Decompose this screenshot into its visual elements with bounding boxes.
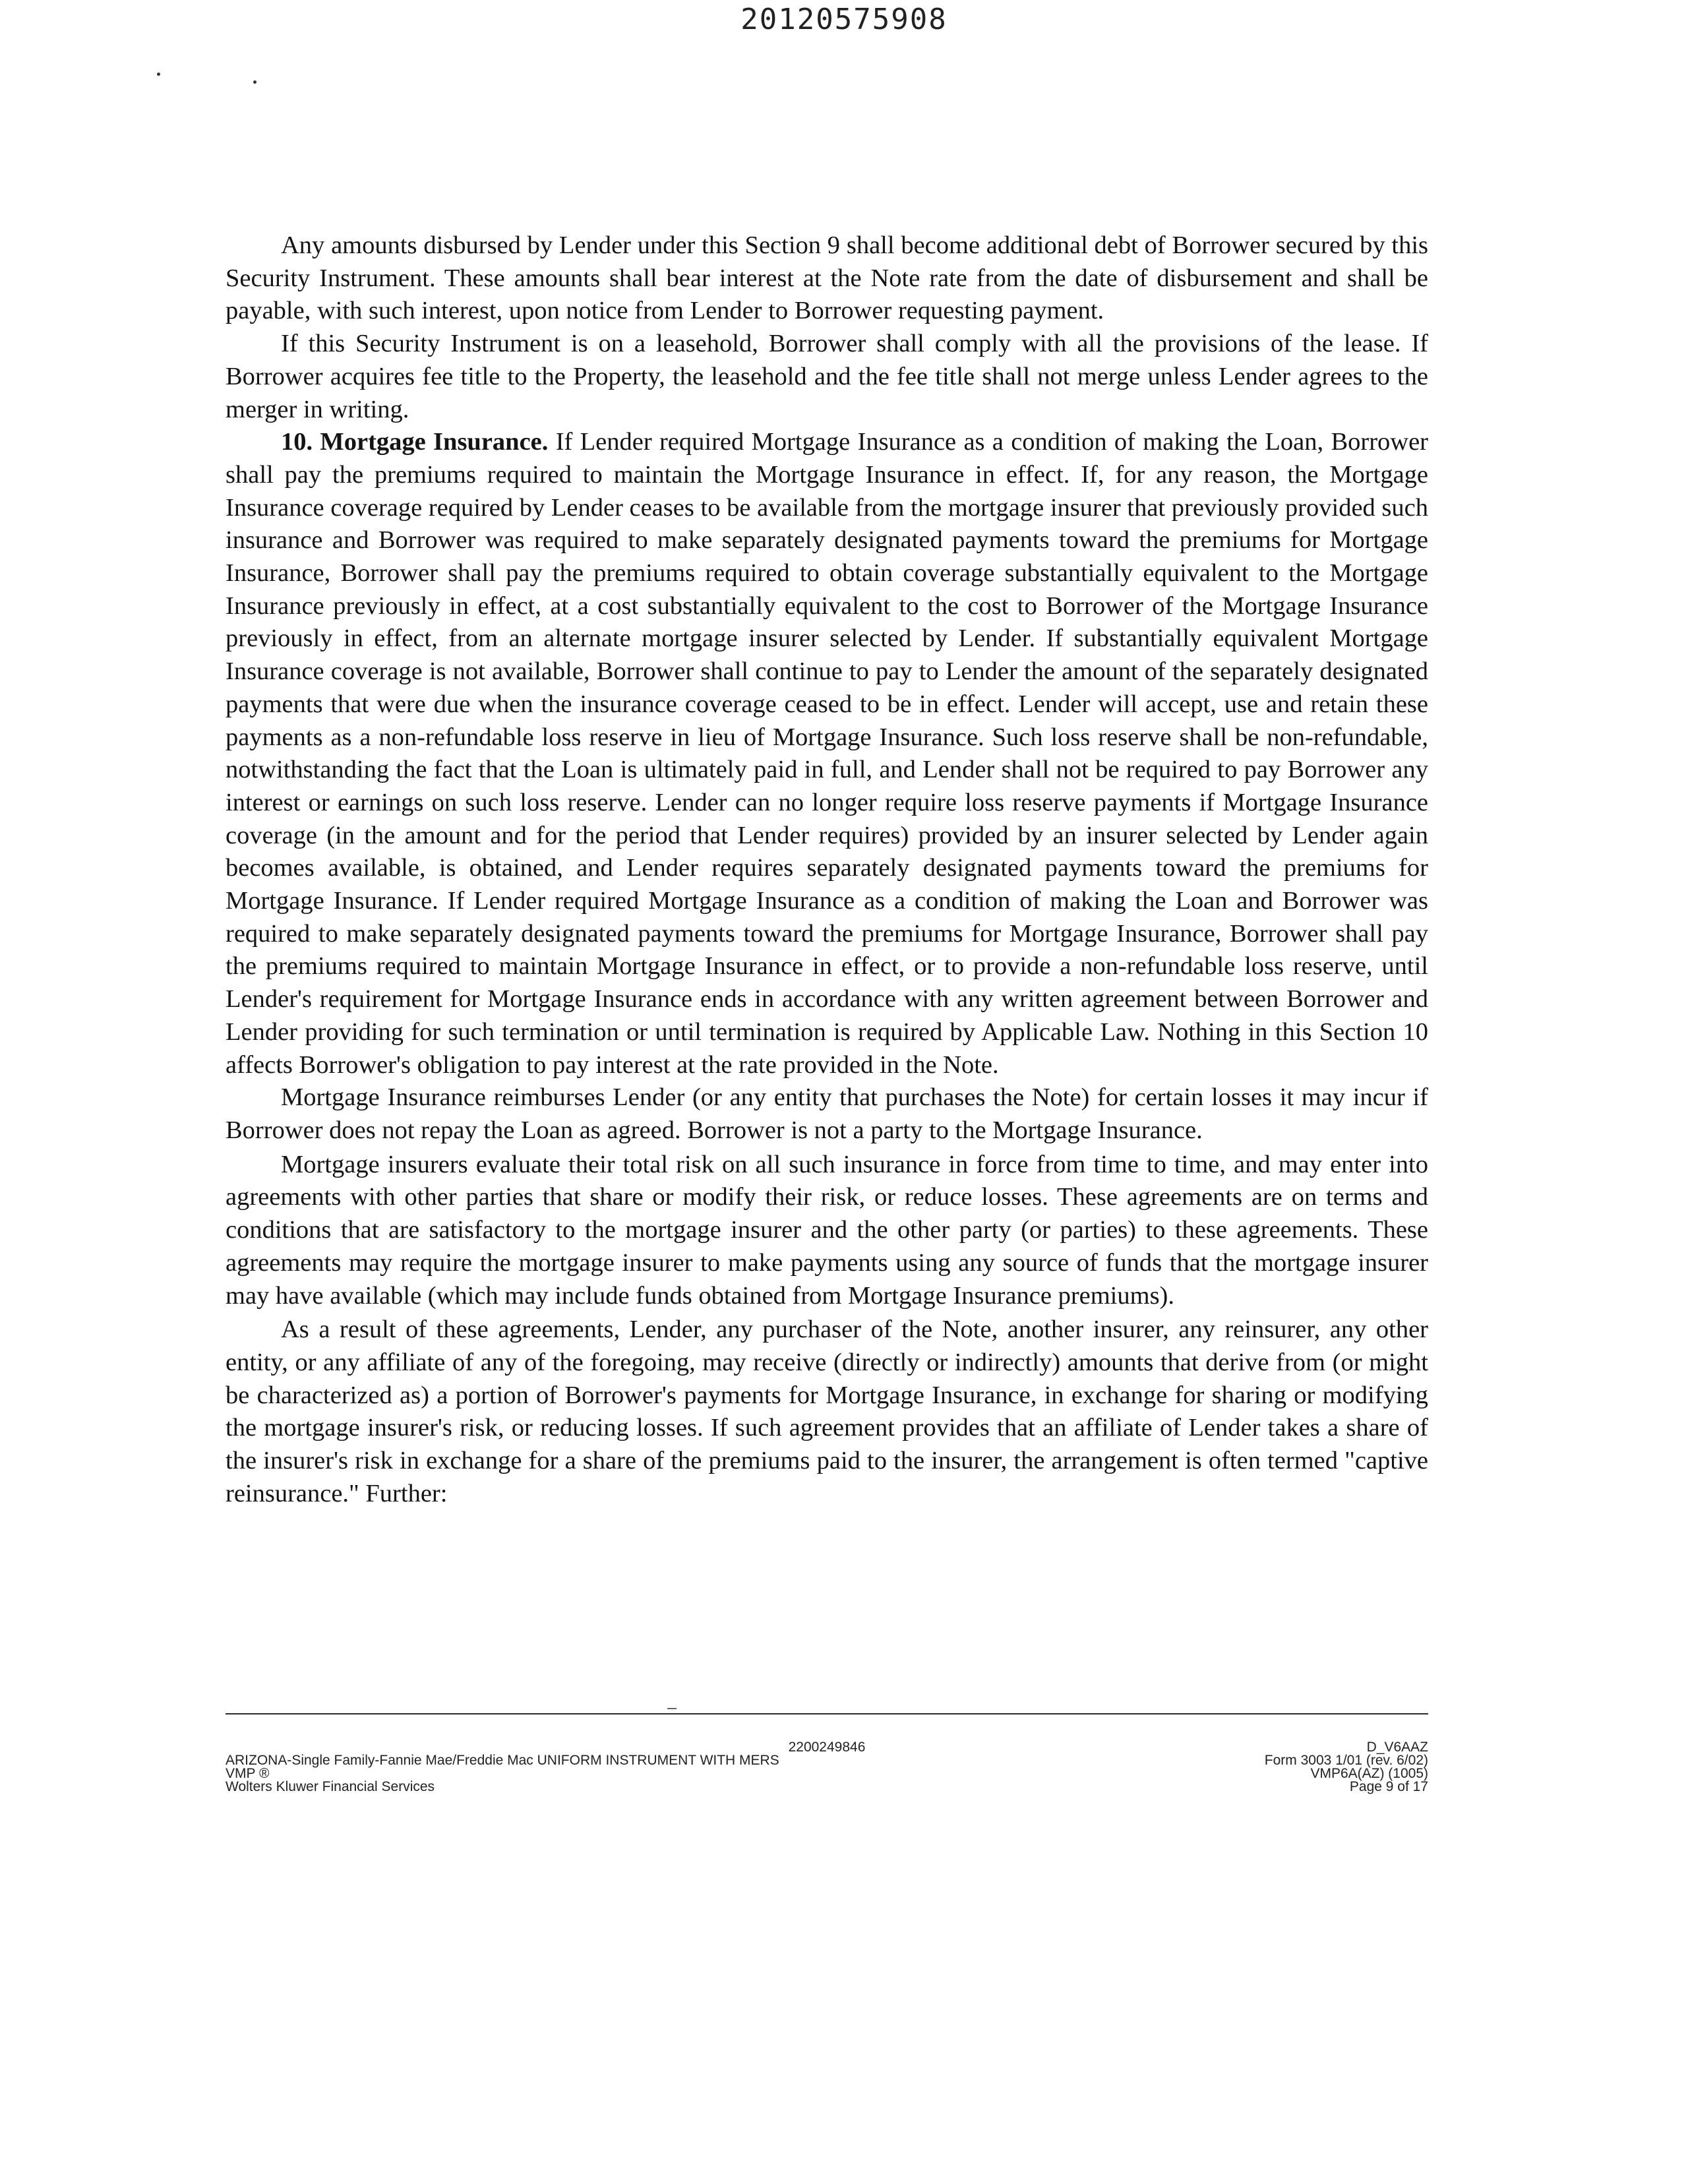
scan-speck <box>157 73 160 76</box>
paragraph-disbursed-amounts: Any amounts disbursed by Lender under this Section 9 shall become additional debt of Borrower secured by this Security Instrument. These amounts shall bear interest at the Note rate from the date of disbursement and shall be payable, with such interest, upon notice from Lender to Borrower requesting payment. <box>226 231 1428 325</box>
form-number: Form 3003 1/01 (rev. 6/02) <box>1264 1753 1428 1768</box>
vmp-code: VMP6A(AZ) (1005) <box>1310 1766 1428 1781</box>
vmp-label: VMP ® <box>226 1766 270 1781</box>
footer-divider <box>226 1713 1428 1714</box>
paragraph-agreements-result: As a result of these agreements, Lender, any purchaser of the Note, another insurer, any reinsurer, any other entity, or any affiliate of any of the foregoing, may receive (directly or indirectly) amounts that derive from (or might be characterized as) a portion of Borrower's payments for Mortgage Insurance, in exchange for sharing or modifying the mortgage insurer's risk, or reducing losses. If such agreement provides that an affiliate of Lender takes a share of the insurer's risk in exchange for a share of the premiums paid to the insurer, the arrangement is often termed "captive reinsurance." Further: <box>226 1316 1428 1507</box>
section-text: If Lender required Mortgage Insurance as a condition of making the Loan, Borrower shall pay the premiums required to maintain the Mortgage Insurance in effect. If, for any reason, the Mortgage Insurance coverage required by Lender ceases to be available from the mortgage insurer that previously provided such insurance and Borrower was required to make separately designated payments toward the premiums for Mortgage Insurance, Borrower shall pay the premiums required to obtain coverage substantially equivalent to the Mortgage Insurance previously in effect, at a cost substantially equivalent to the cost to Borrower of the Mortgage Insurance previously in effect, from an alternate mortgage insurer selected by Lender. If substantially equivalent Mortgage Insurance coverage is not available, Borrower shall continue to pay to Lender the amount of the separately designated payments that were due when the insurance coverage ceased to be in effect. Lender will accept, use and retain these payments as a non-refundable loss reserve in lieu of Mortgage Insurance. Such loss reserve shall be non-refundable, notwithstanding the fact that the Loan is ultimately paid in full, and Lender shall not be required to pay Borrower any interest or earnings on such loss reserve. Lender can no longer require loss reserve payments if Mortgage Insurance coverage (in the amount and for the period that Lender requires) provided by an insurer selected by Lender again becomes available, is obtained, and Lender requires separately designated payments toward the premiums for Mortgage Insurance. If Lender required Mortgage Insurance as a condition of making the Loan and Borrower was required to make separately designated payments toward the premiums for Mortgage Insurance, Borrower shall pay the premiums required to maintain Mortgage Insurance in effect, or to provide a non-refundable loss reserve, until Lender's requirement for Mortgage Insurance ends in accordance with any written agreement between Borrower and Lender providing for such termination or until termination is required by Applicable Law. Nothing in this Section 10 affects Borrower's obligation to pay interest at the rate provided in the Note. <box>226 428 1428 1079</box>
paragraph-leasehold: If this Security Instrument is on a leasehold, Borrower shall comply with all the provisions of the lease. If Borrower acquires fee title to the Property, the leasehold and the fee title shall not merge unless Lender agrees to the merger in writing. <box>226 330 1428 423</box>
publisher: Wolters Kluwer Financial Services <box>226 1779 435 1794</box>
footer-right <box>1099 1741 1428 1794</box>
document-body <box>226 229 1428 1510</box>
scan-speck <box>253 80 256 84</box>
footer-left <box>226 1754 885 1794</box>
loan-number: 2200249846 <box>788 1740 866 1755</box>
paragraph-mi-reimburses: Mortgage Insurance reimburses Lender (or any entity that purchases the Note) for certain losses it may incur if Borrower does not repay the Loan as agreed. Borrower is not a party to the Mortgage Insurance. <box>226 1083 1428 1144</box>
document-number: 20120575908 <box>740 3 948 36</box>
page-number: Page 9 of 17 <box>1349 1779 1428 1794</box>
section-10-mortgage-insurance <box>226 426 1428 1081</box>
form-title: ARIZONA-Single Family-Fannie Mae/Freddie Mac UNIFORM INSTRUMENT WITH MERS <box>226 1753 779 1768</box>
paragraph-mi-insurers: Mortgage insurers evaluate their total risk on all such insurance in force from time to time, and may enter into agreements with other parties that share or modify their risk, or reduce losses. These agreements are on terms and conditions that are satisfactory to the mortgage insurer and the other party (or parties) to these agreements. These agreements may require the mortgage insurer to make payments using any source of funds that the mortgage insurer may have available (which may include funds obtained from Mortgage Insurance premiums). <box>226 1150 1428 1310</box>
footer-tick <box>667 1708 677 1709</box>
section-heading: 10. Mortgage Insurance. <box>281 428 549 456</box>
doc-code: D_V6AAZ <box>1366 1740 1428 1755</box>
